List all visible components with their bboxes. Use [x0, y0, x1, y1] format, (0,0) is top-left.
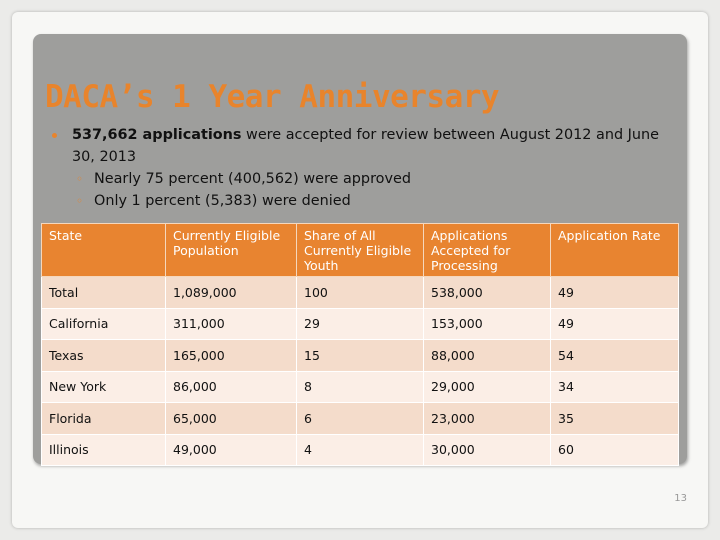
- table-row: [42, 308, 679, 340]
- header-share-eligible-youth: Share of All Currently Eligible Youth: [297, 224, 424, 277]
- cell-share: 29: [297, 308, 424, 340]
- page-number: 13: [674, 493, 687, 504]
- table-row: [42, 434, 679, 466]
- cell-rate: 49: [551, 308, 679, 340]
- sub-bullet: [50, 190, 670, 212]
- cell-state: Florida: [42, 403, 166, 435]
- cell-share: 6: [297, 403, 424, 435]
- header-applications-accepted: Applications Accepted for Processing: [424, 224, 551, 277]
- cell-rate: 34: [551, 371, 679, 403]
- cell-population: 49,000: [166, 434, 297, 466]
- slide-title: DACA’s 1 Year Anniversary: [45, 79, 500, 115]
- cell-rate: 35: [551, 403, 679, 435]
- cell-state: California: [42, 308, 166, 340]
- sub-bullet-text: Only 1 percent (5,383) were denied: [94, 193, 351, 209]
- table-row: [42, 340, 679, 372]
- cell-share: 100: [297, 277, 424, 309]
- cell-state: New York: [42, 371, 166, 403]
- cell-rate: 60: [551, 434, 679, 466]
- cell-applications: 30,000: [424, 434, 551, 466]
- cell-share: 4: [297, 434, 424, 466]
- table-row: [42, 277, 679, 309]
- cell-population: 65,000: [166, 403, 297, 435]
- cell-state: Illinois: [42, 434, 166, 466]
- table-row: [42, 403, 679, 435]
- daca-table: [41, 223, 679, 466]
- header-application-rate: Application Rate: [551, 224, 679, 277]
- sub-bullet: [50, 168, 670, 190]
- cell-applications: 88,000: [424, 340, 551, 372]
- cell-share: 8: [297, 371, 424, 403]
- cell-applications: 23,000: [424, 403, 551, 435]
- cell-population: 1,089,000: [166, 277, 297, 309]
- cell-population: 311,000: [166, 308, 297, 340]
- header-eligible-population: Currently Eligible Population: [166, 224, 297, 277]
- cell-state: Texas: [42, 340, 166, 372]
- sub-bullet-text: Nearly 75 percent (400,562) were approved: [94, 171, 411, 187]
- cell-rate: 54: [551, 340, 679, 372]
- cell-share: 15: [297, 340, 424, 372]
- cell-applications: 29,000: [424, 371, 551, 403]
- cell-applications: 538,000: [424, 277, 551, 309]
- table-row: [42, 371, 679, 403]
- bullet-dot-icon: [52, 133, 57, 138]
- cell-applications: 153,000: [424, 308, 551, 340]
- bullet-main: [50, 124, 670, 168]
- sub-bullet-marker-icon: ◦: [76, 172, 84, 186]
- cell-state: Total: [42, 277, 166, 309]
- bullet-bold-text: 537,662 applications: [72, 127, 242, 143]
- cell-rate: 49: [551, 277, 679, 309]
- header-state: State: [42, 224, 166, 277]
- sub-bullet-marker-icon: ◦: [76, 194, 84, 208]
- bullet-rest-text: were accepted for review between August 2012 and June 30, 2013: [72, 127, 659, 165]
- bullet-list: [50, 124, 670, 212]
- table-header-row: [42, 224, 679, 277]
- cell-population: 165,000: [166, 340, 297, 372]
- cell-population: 86,000: [166, 371, 297, 403]
